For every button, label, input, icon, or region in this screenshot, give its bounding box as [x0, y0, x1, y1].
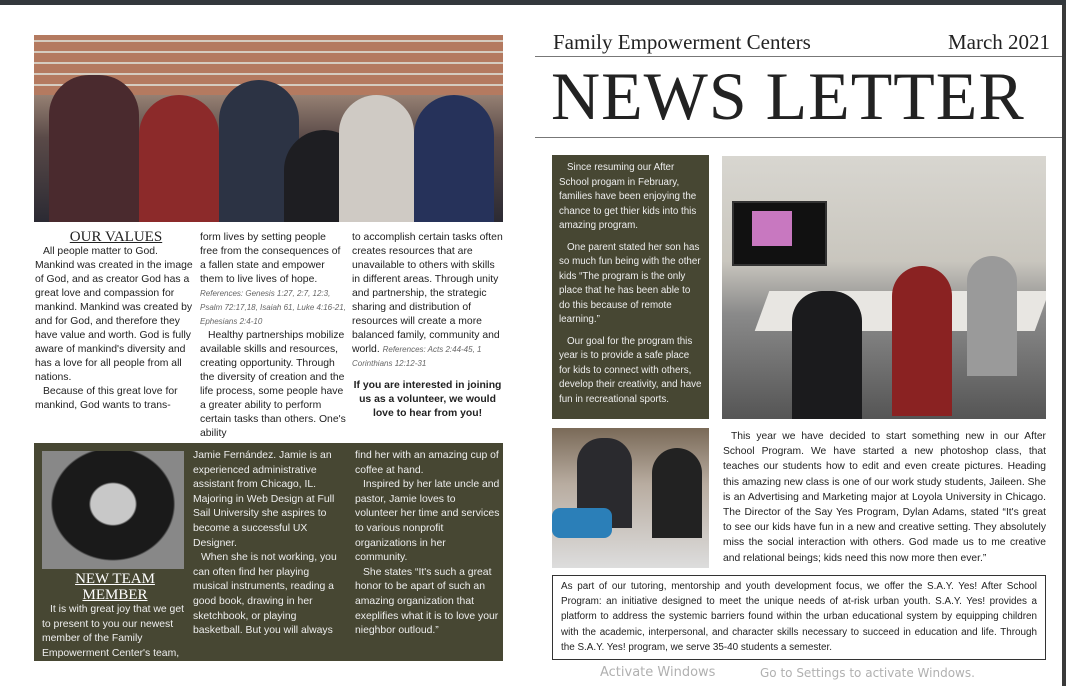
values-column-3	[352, 231, 503, 421]
team-column-2	[193, 449, 345, 639]
org-name: Family Empowerment Centers	[553, 30, 811, 54]
team-quote: She states “It's such a great honor to be apart of such an amazing organization that exeplifies what it is to love your nieghbor outloud.”	[355, 566, 499, 637]
references-2: References: Acts 2:44-45, 1 Corinthians 12:12-31	[352, 345, 482, 368]
window-top-bar	[0, 0, 1066, 5]
sidebar-paragraph-2: One parent stated her son has so much fun being with the other kids “The program is the only place that he has been able to do this because of remote learning.”	[559, 241, 701, 325]
scrollbar[interactable]	[1062, 5, 1066, 686]
values-paragraph-2: form lives by setting people free from the consequences of a fallen state and empower them to live lives of hope. References: Genesis 1:27, 2:7, 12:3, Psalm 72:17,18, Isaiah 61, Luke 4:16-21, Ephesians 2:4-10	[200, 232, 346, 326]
activate-windows-watermark: Activate Windows	[600, 665, 716, 680]
team-column-1	[42, 571, 188, 661]
references-1: References: Genesis 1:27, 2:7, 12:3, Psalm 72:17,18, Isaiah 61, Luke 4:16-21, Ephesians 2:4-10	[200, 289, 346, 326]
volunteer-cta: If you are interested in joining us as a volunteer, we would love to hear from you!	[353, 380, 502, 419]
team-hobbies-cont: find her with an amazing cup of coffee at hand.	[355, 450, 499, 476]
values-column-middle	[200, 231, 346, 441]
photoshop-class-text: This year we have decided to start something new in our After School Program. We have started a new photoshop class, that teaches our students how to edit and even create pictures. Heading this amazing new class is one of our work study students, Jaileen. She is an Advertising and Marketing major at Loyola University in Chicago. The Director of the Say Yes Program, Dylan Adams, stated “It's great to see our kids have fun in a new and creative setting. They absolutely miss the social interaction with others. God made us to me creative and relational beings; kids need this now more then ever.”	[723, 431, 1046, 564]
team-intro-cont: Jamie Fernández. Jamie is an experienced administrative assistant from Chicago, IL. Majoring in Web Design at Full Sail University she aspires to become a successful UX Designer.	[193, 450, 335, 549]
new-team-member-panel	[34, 443, 503, 661]
values-paragraph-2-start: Because of this great love for mankind, God wants to trans-	[35, 386, 178, 411]
values-paragraph-3-cont: to accomplish certain tasks often creates resources that are unavailable to others with skills in different areas. Through unity and partnership, the strategic sharing and distribution of resources will create a more balanced family, community and world. References: Acts 2:44-45, 1 Corinthians 12:12-31	[352, 232, 503, 368]
issue-date: March 2021	[948, 30, 1051, 54]
say-yes-box	[552, 575, 1046, 660]
after-school-sidebar	[552, 155, 709, 419]
header-rule-top	[535, 56, 1062, 57]
team-heading: NEW TEAM MEMBER	[75, 571, 155, 603]
students-photo	[552, 428, 709, 568]
values-heading: OUR VALUES	[69, 229, 163, 245]
values-column-1	[35, 229, 197, 413]
team-member-photo	[42, 451, 184, 569]
team-photo	[34, 35, 503, 222]
classroom-photo	[722, 156, 1046, 419]
team-inspiration: Inspired by her late uncle and pastor, Jamie loves to volunteer her time and services to various nonprofit organizations in her community.	[355, 479, 500, 564]
sidebar-paragraph-3: Our goal for the program this year is to provide a safe place for kids to connect with others, develop their creativity, and have fun in recreational sports.	[559, 335, 702, 405]
values-paragraph-3: Healthy partnerships mobilize available skills and resources, creating opportunity. Through the diversity of creation and the life process, some people have a greater ability to perform certain tasks than others. One's ability	[200, 330, 346, 439]
team-intro: It is with great joy that we get to present to you our newest member of the Family Empowerment Center's team,	[42, 604, 184, 659]
team-hobbies: When she is not working, you can often find her playing musical instruments, reading a good book, drawing in her sketchbook, or playing basketball. But you will always	[193, 552, 337, 637]
say-yes-text: As part of our tutoring, mentorship and youth development focus, we offer the S.A.Y. Yes! After School Program: an initiative designed to meet the unique needs of at-risk urban youth. S.A.Y. Yes! provides a platform to address the systemic barriers found within the urban educational system by equipping children with the academic, interpersonal, and character skills necessary to succeed in education and life. Through the S.A.Y. Yes! program, we serve 35-40 students a semester.	[561, 581, 1037, 653]
sidebar-paragraph-1: Since resuming our After School progam in February, families have been enjoying the chance to get thier kids into this amazing program.	[559, 162, 697, 231]
values-paragraph-1: All people matter to God. Mankind was created in the image of God, and as creator God has a great love and compassion for mankind. Mankind was created by and for God, and therefore they have value and worth. God is fully aware of mankind's diversity and has a love for all people from all nations.	[35, 246, 193, 383]
header-rule-bottom	[535, 137, 1062, 138]
newsletter-title: NEWS LETTER	[551, 58, 1025, 134]
activate-windows-hint: Go to Settings to activate Windows.	[760, 666, 975, 680]
team-column-3	[355, 449, 500, 639]
photoshop-class-article	[723, 429, 1046, 566]
